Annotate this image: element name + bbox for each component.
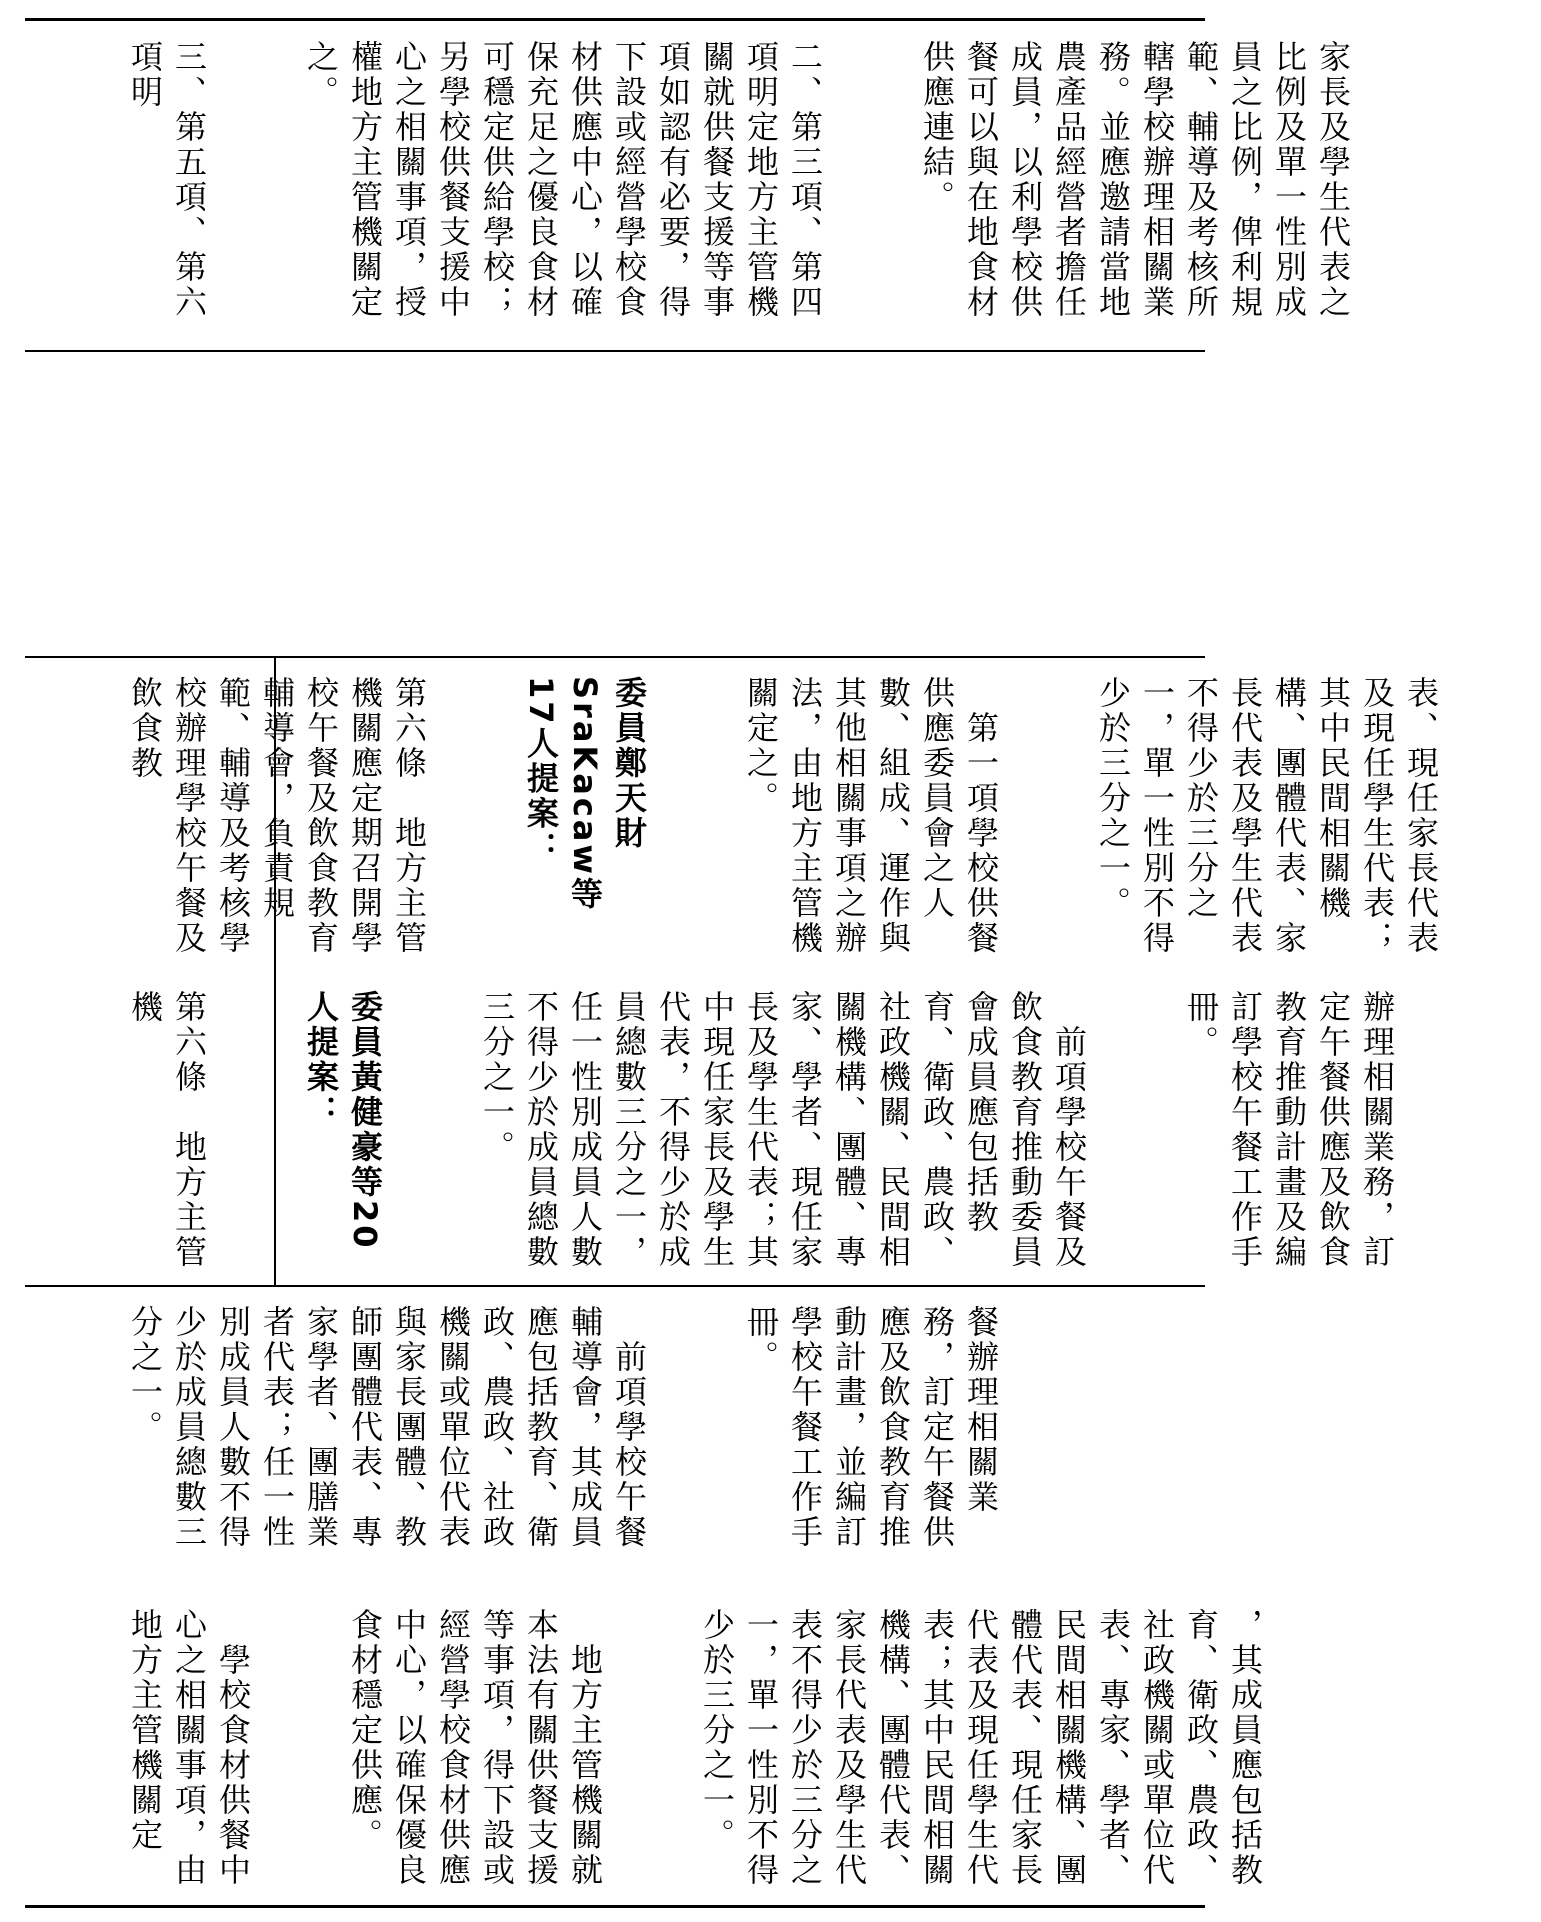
paragraph: 二、第三項、第四項明定地方主管機關就供餐支援等事項如認有必要，得下設或經營學校食材供應中心，以確保充足之優良食材可穩定供給學校；另學校供餐支援中心之相關事項，授權地方主管機關定之。 <box>302 40 824 320</box>
text-block-middle-left <box>25 972 1396 1284</box>
paragraph: 第六條 地方主管機 <box>126 990 208 1270</box>
paragraph: 第六條 地方主管機關應定期召開學校午餐及飲食教育輔導會，負責規範、輔導及考核學校辦理學校午餐及飲食教 <box>126 676 428 956</box>
text-middle-left-column <box>25 972 1497 1284</box>
paragraph: 三、第五項、第六項明 <box>126 40 208 320</box>
text-block-lower <box>25 1287 1205 1587</box>
paragraph: 前項學校午餐及飲食教育推動委員會成員應包括教育、衛政、農政、社政機關、民間相關機構、團體、專家、學者、現任家長及學生代表；其中現任家長及學生代表，不得少於成員總數三分之一，任一性別成員人數不得少於成員總數三分之一。 <box>478 990 1088 1270</box>
text-block-top <box>25 22 1352 348</box>
text-bottom-column <box>25 1590 1365 1903</box>
paragraph: 餐辦理相關業務，訂定午餐供應及飲食教育推動計畫，並編訂學校午餐工作手冊。 <box>742 1305 1000 1550</box>
paragraph: 地方主管機關就本法有關供餐支援等事項，得下設或經營學校食材供應中心，以確保優良食材穩定供應。 <box>346 1608 604 1888</box>
paragraph: 家長及學生代表之比例及單一性別成員之比例，俾利規範、輔導及考核所轄學校辦理相關業務。並應邀請當地農產品經營者擔任成員，以利學校供餐可以與在地食材供應連結。 <box>918 40 1352 320</box>
proposal-heading: 委員鄭天財SraKacaw等17人提案： <box>522 676 648 912</box>
rule-upper <box>25 350 1205 352</box>
paragraph: ，其成員應包括教育、衛政、農政、社政機關或單位代表、專家、學者、民間相關機構、團體代表、現任家長代表及現任學生代表；其中民間相關機構、團體代表、家長代表及學生代表不得少於三分之一，單一性別不得少於三分之一。 <box>698 1608 1264 1888</box>
paragraph: 辦理相關業務，訂定午餐供應及飲食教育推動計畫及編訂學校午餐工作手冊。 <box>1182 990 1396 1270</box>
paragraph: 前項學校午餐輔導會，其成員應包括教育、衛政、農政、社政機關或單位代表與家長團體、教師團體代表、專家學者、團膳業者代表；任一性別成員人數不得少於成員總數三分之一。 <box>126 1305 648 1550</box>
proposal-heading: 委員黃健豪等20人提案： <box>302 990 384 1251</box>
text-middle-right-column <box>25 658 1541 970</box>
text-top-column <box>25 22 1453 348</box>
rule-bottom <box>25 1905 1205 1908</box>
paragraph: 學校食材供餐中心之相關事項，由地方主管機關定 <box>126 1608 252 1888</box>
text-block-middle-right <box>25 658 1440 970</box>
text-block-bottom <box>25 1590 1264 1903</box>
paragraph: 第一項學校供餐供應委員會之人數、組成、運作與其他相關事項之辦法，由地方主管機關定之。 <box>742 676 1000 956</box>
text-lower-column <box>25 1287 1101 1587</box>
paragraph: 表、現任家長代表及現任學生代表；其中民間相關機構、團體代表、家長代表及學生代表不得少於三分之一，單一性別不得少於三分之一。 <box>1094 676 1440 956</box>
rule-top <box>25 18 1205 21</box>
